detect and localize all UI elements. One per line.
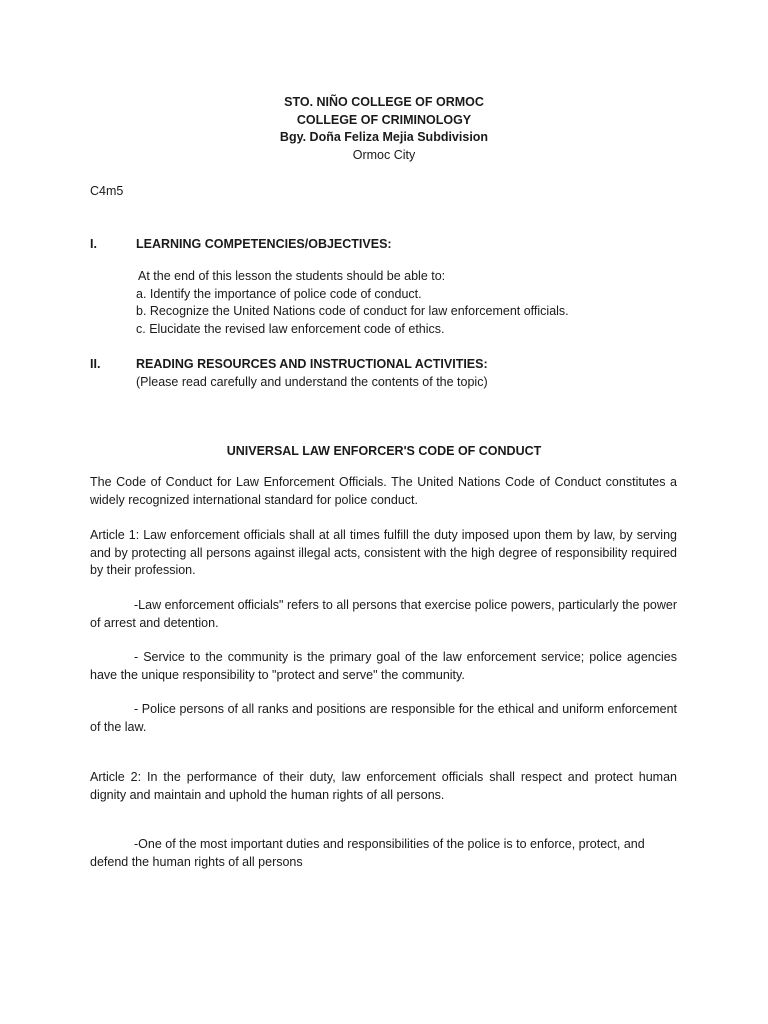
article-2-paragraph: Article 2: In the performance of their duty, law enforcement officials shall respect and protect human dignity and maintain and uphold the human rights of all persons. [90,770,677,802]
school-address: Bgy. Doña Feliza Mejia Subdivision [279,130,489,144]
article-1-point-3: - Police persons of all ranks and positions are responsible for the ethical and uniform enforcement of the law. [90,702,677,734]
section-2-note: (Please read carefully and understand the contents of the topic) [136,374,488,389]
section-1-heading: LEARNING COMPETENCIES/OBJECTIVES: [136,237,392,251]
objective-item: c. Elucidate the revised law enforcement code of ethics. [136,321,445,336]
document-title: UNIVERSAL LAW ENFORCER'S CODE OF CONDUCT [226,444,542,458]
module-code: C4m5 [90,184,124,198]
objective-item: a. Identify the importance of police code of conduct. [136,286,422,301]
school-city: Ormoc City [352,147,416,162]
article-2-point-1: -One of the most important duties and responsibilities of the police is to enforce, protect, and defend the human rights of all persons [90,837,645,869]
objectives-intro: At the end of this lesson the students should be able to: [138,269,446,283]
section-2-heading: READING RESOURCES AND INSTRUCTIONAL ACTIVITIES: [136,357,488,371]
college-name: COLLEGE OF CRIMINOLOGY [296,112,472,127]
article-1-point-1: -Law enforcement officials" refers to all persons that exercise police powers, particularly the power of arrest and detention. [90,598,677,630]
section-1-number: I. [90,237,97,251]
section-2-number: II. [90,357,101,371]
objectives-list [136,286,696,339]
objectives-block [138,268,698,286]
objective-item: b. Recognize the United Nations code of conduct for law enforcement officials. [136,304,569,318]
article-1-paragraph: Article 1: Law enforcement officials shall at all times fulfill the duty imposed upon them by law, by serving and by protecting all persons against illegal acts, consistent with the high degree of responsibility required by their profession. [90,528,677,577]
document-header [0,94,768,164]
intro-paragraph: The Code of Conduct for Law Enforcement Officials. The United Nations Code of Conduct constitutes a widely recognized international standard for police conduct. [90,475,677,507]
article-1-point-2: - Service to the community is the primary goal of the law enforcement service; police agencies have the unique responsibility to "protect and serve" the community. [90,650,677,682]
school-name: STO. NIÑO COLLEGE OF ORMOC [284,95,484,109]
